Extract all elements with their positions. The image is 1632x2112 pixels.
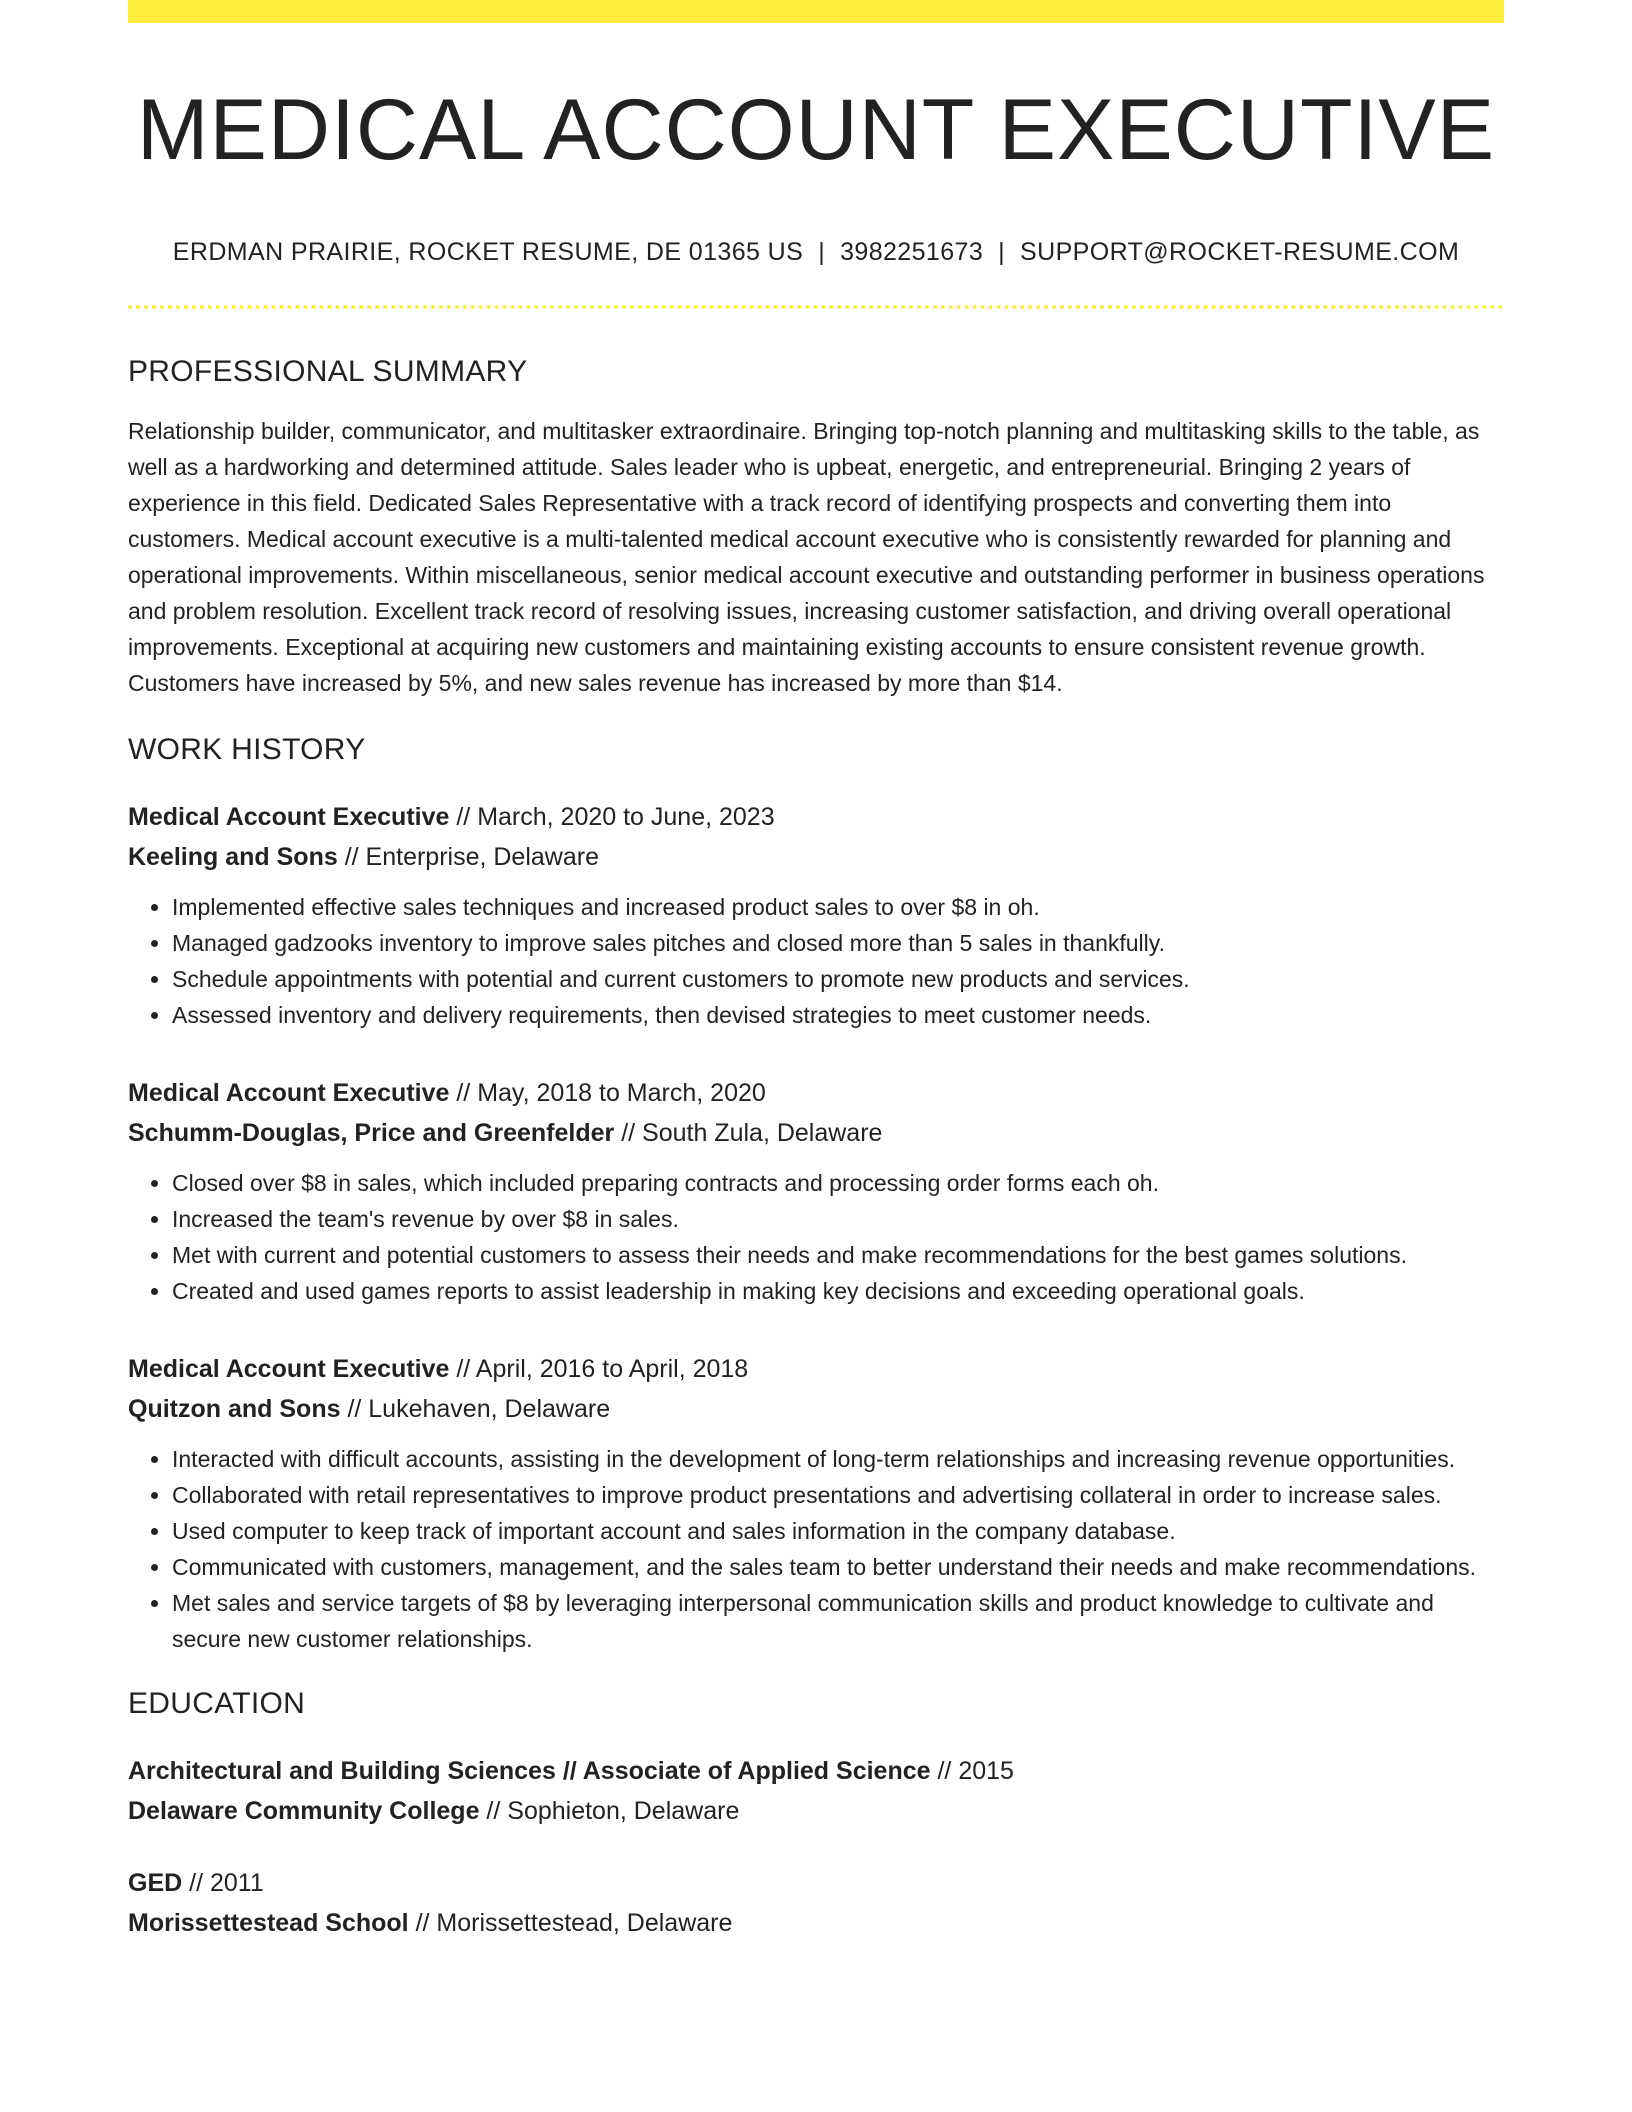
education-degree-line [128,1751,1504,1791]
education-entry [128,1751,1504,1831]
job-bullet: • Met sales and service targets of $8 by leveraging interpersonal communication skills and product knowledge to cultivate and secure new customer relationships. [172,1585,1504,1657]
job-dates: // May, 2018 to March, 2020 [449,1078,766,1107]
education-school: Delaware Community College [128,1796,480,1825]
job-dates: // March, 2020 to June, 2023 [449,802,775,831]
job-entry [128,797,1504,1033]
job-bullet: • Schedule appointments with potential and current customers to promote new products and services. [172,961,1504,997]
job-bullet: • Created and used games reports to assist leadership in making key decisions and exceeding operational goals. [172,1273,1504,1309]
education-year: // 2011 [182,1868,264,1897]
education-location: // Sophieton, Delaware [479,1796,740,1825]
job-bullets [128,1441,1504,1657]
job-dates: // April, 2016 to April, 2018 [449,1354,749,1383]
job-title-line [128,1073,1504,1113]
education-school: Morissettestead School [128,1908,409,1937]
job-location: // South Zula, Delaware [614,1118,883,1147]
education-school-line [128,1903,1504,1943]
summary-heading: PROFESSIONAL SUMMARY [128,354,528,388]
job-location: // Lukehaven, Delaware [340,1394,611,1423]
summary-text: Relationship builder, communicator, and multitasker extraordinaire. Bringing top-notch planning and multitasking skills to the table, as well as a hardworking and determined attitude. Sales leader who is upbeat, energetic, and entrepreneurial. Bringing 2 years of experience in this field. Dedicated Sales Representative with a track record of identifying prospects and converting them into customers. Medical account executive is a multi-talented medical account executive who is consistently rewarded for planning and operational improvements. Within miscellaneous, senior medical account executive and outstanding performer in business operations and problem resolution. Excellent track record of resolving issues, increasing customer satisfaction, and driving overall operational improvements. Exceptional at acquiring new customers and maintaining existing accounts to ensure consistent revenue growth. Customers have increased by 5%, and new sales revenue has increased by more than $14. [128,417,1485,696]
job-location: // Enterprise, Delaware [337,842,599,871]
top-accent-bar [128,0,1504,23]
education-heading: EDUCATION [128,1686,306,1720]
job-bullet: • Met with current and potential customers to assess their needs and make recommendations for the best games solutions. [172,1237,1504,1273]
contact-email[interactable]: SUPPORT@ROCKET-RESUME.COM [1020,237,1460,266]
job-bullet: • Implemented effective sales techniques and increased product sales to over $8 in oh. [172,889,1504,925]
job-entry [128,1349,1504,1657]
job-bullet: • Closed over $8 in sales, which included preparing contracts and processing order forms each oh. [172,1165,1504,1201]
job-bullet: • Communicated with customers, management, and the sales team to better understand their needs and make recommendations. [172,1549,1504,1585]
job-company-line [128,1113,1504,1153]
job-role: Medical Account Executive [128,1078,450,1107]
education-school-line [128,1791,1504,1831]
contact-separator: | [998,237,1006,266]
job-bullet: • Collaborated with retail representatives to improve product presentations and advertising collateral in order to increase sales. [172,1477,1504,1513]
education-degree-line [128,1863,1504,1903]
job-company-line [128,1389,1504,1429]
contact-line [128,238,1504,267]
education-degree: Architectural and Building Sciences // Associate of Applied Science [128,1756,931,1785]
education-degree: GED [128,1868,183,1897]
job-bullet: • Used computer to keep track of important account and sales information in the company database. [172,1513,1504,1549]
work-history-heading: WORK HISTORY [128,732,366,766]
job-bullets [128,889,1504,1033]
job-bullet: • Managed gadzooks inventory to improve sales pitches and closed more than 5 sales in thankfully. [172,925,1504,961]
contact-address: ERDMAN PRAIRIE, ROCKET RESUME, DE 01365 US [172,237,804,266]
education-location: // Morissettestead, Delaware [408,1908,733,1937]
dotted-divider [128,305,1504,309]
contact-phone[interactable]: 3982251673 [840,237,984,266]
job-title-line [128,797,1504,837]
job-role: Medical Account Executive [128,802,450,831]
education-year: // 2015 [930,1756,1014,1785]
job-company: Schumm-Douglas, Price and Greenfelder [128,1118,615,1147]
job-bullet: • Increased the team's revenue by over $8 in sales. [172,1201,1504,1237]
job-title-line [128,1349,1504,1389]
job-company-line [128,837,1504,877]
job-bullets [128,1165,1504,1309]
education-entry [128,1863,1504,1943]
job-role: Medical Account Executive [128,1354,450,1383]
job-company: Quitzon and Sons [128,1394,341,1423]
job-entry [128,1073,1504,1309]
resume-page [128,0,1504,1943]
resume-title: MEDICAL ACCOUNT EXECUTIVE [136,82,1496,178]
contact-separator: | [818,237,826,266]
job-bullet: • Interacted with difficult accounts, assisting in the development of long-term relationships and increasing revenue opportunities. [172,1441,1504,1477]
job-company: Keeling and Sons [128,842,338,871]
job-bullet: • Assessed inventory and delivery requirements, then devised strategies to meet customer needs. [172,997,1504,1033]
